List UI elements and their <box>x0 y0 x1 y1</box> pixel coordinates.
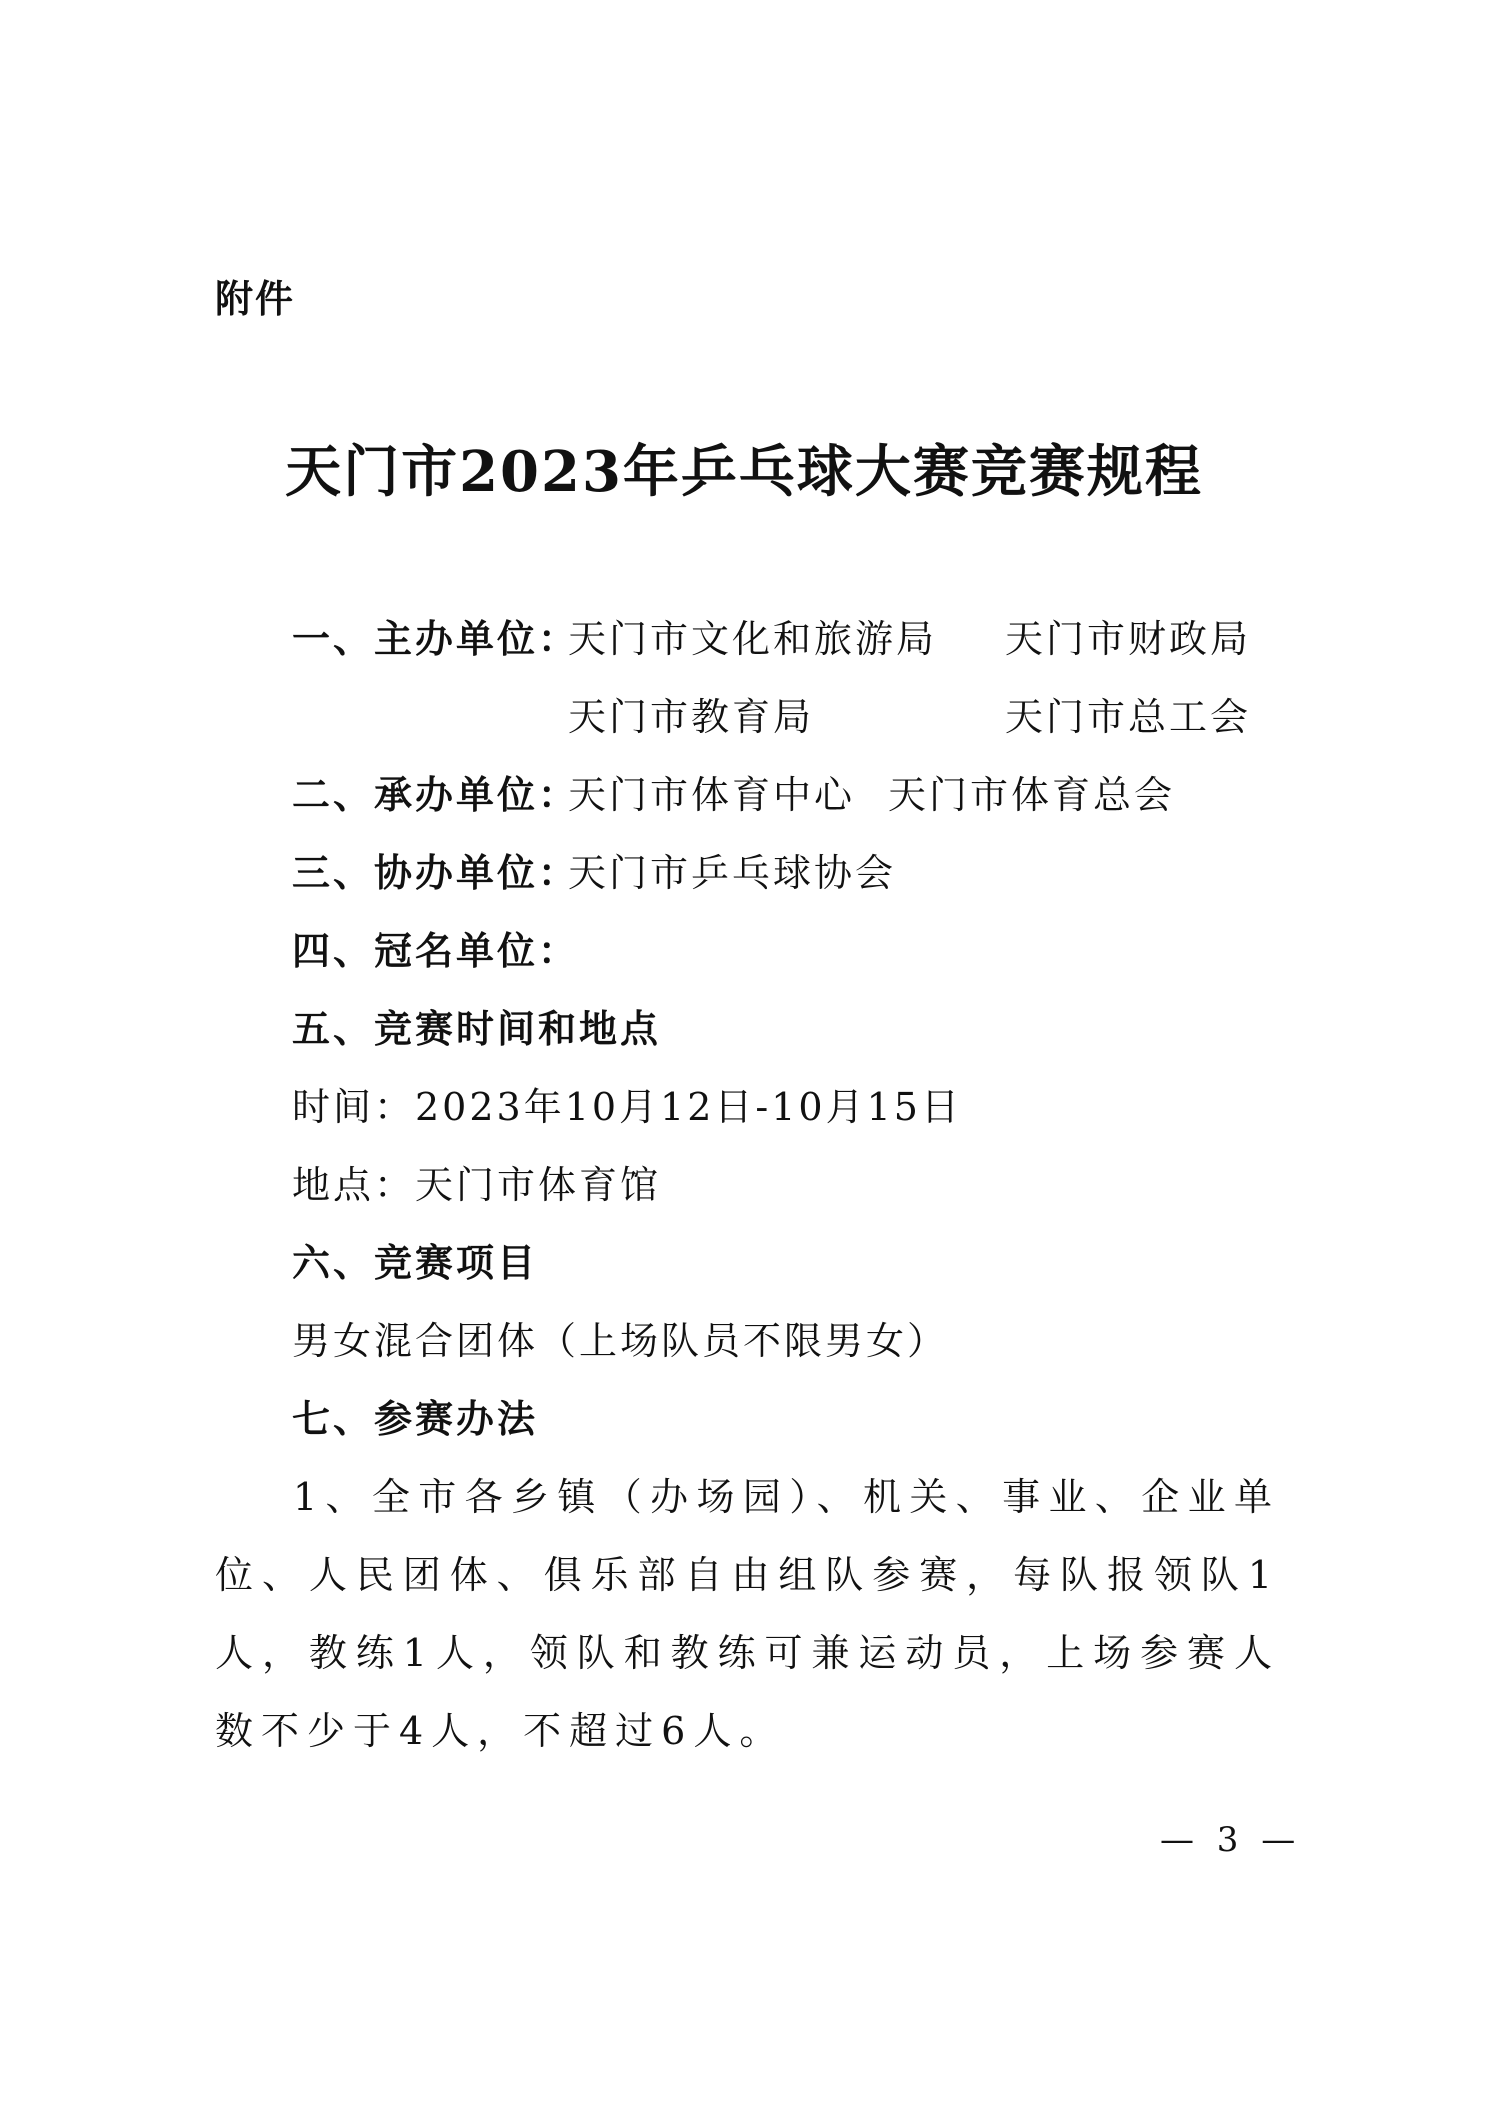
co-organizer-heading: 三、协办单位： <box>292 851 580 895</box>
attachment-label: 附件 <box>215 277 296 321</box>
events-content: 男女混合团体（上场队员不限男女） <box>292 1319 949 1363</box>
events-heading: 六、竞赛项目 <box>292 1241 539 1285</box>
organizer-unit-3: 天门市教育局 <box>568 695 815 739</box>
time-place-heading: 五、竞赛时间和地点 <box>292 1007 662 1051</box>
host-heading: 二、承办单位： <box>292 773 580 817</box>
title-sponsor-heading: 四、冠名单位： <box>292 929 580 973</box>
organizer-unit-2: 天门市财政局 <box>1005 617 1252 661</box>
competition-time: 时间：2023年10月12日-10月15日 <box>292 1085 962 1129</box>
competition-place: 地点：天门市体育馆 <box>292 1163 662 1207</box>
participation-paragraph: 1、全市各乡镇（办场园）、机关、事业、企业单位、人民团体、俱乐部自由组队参赛，每队报领队1人，教练1人，领队和教练可兼运动员，上场参赛人数不少于4人，不超过6人。 <box>215 1475 1280 1753</box>
host-unit-1: 天门市体育中心 <box>568 773 856 817</box>
organizer-unit-1: 天门市文化和旅游局 <box>568 617 938 661</box>
document-title: 天门市2023年乒乓球大赛竞赛规程 <box>285 439 1203 505</box>
participation-heading: 七、参赛办法 <box>292 1397 539 1441</box>
organizer-heading: 一、主办单位： <box>292 617 580 661</box>
organizer-unit-4: 天门市总工会 <box>1005 695 1252 739</box>
co-organizer-unit-1: 天门市乒乓球协会 <box>568 851 897 895</box>
host-unit-2: 天门市体育总会 <box>888 773 1176 817</box>
page-number: — 3 — <box>1160 1820 1302 1860</box>
